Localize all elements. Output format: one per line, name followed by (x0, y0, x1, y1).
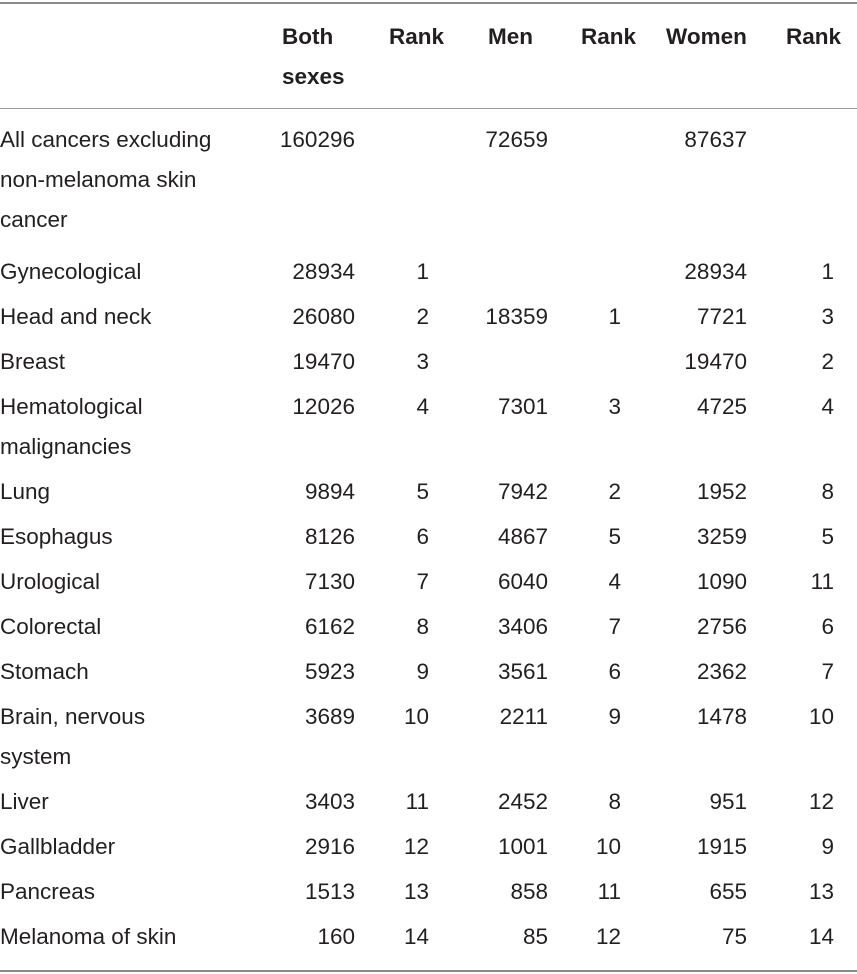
cancer-type-cell (0, 652, 258, 697)
cell-women: 7721 (696, 304, 747, 329)
cell-men: 7301 (497, 394, 548, 419)
cell-both: 3403 (304, 789, 355, 814)
cell-rank-both: 14 (403, 924, 429, 949)
table-row (0, 297, 857, 342)
cell-both: 1513 (304, 879, 355, 904)
cell-women: 951 (709, 789, 747, 814)
cancer-type-cell (0, 872, 258, 917)
cancer-type-cell (0, 562, 258, 607)
cell-both: 2916 (304, 834, 355, 859)
header-both-sexes (282, 17, 345, 97)
table-row (0, 782, 857, 827)
cell-men: 3561 (497, 659, 548, 684)
cell-men: 1001 (497, 834, 548, 859)
table-row (0, 342, 857, 387)
cell-women: 2756 (696, 614, 747, 639)
cell-rank-women: 13 (808, 879, 834, 904)
cell-both: 3689 (304, 704, 355, 729)
table-row (0, 472, 857, 517)
cell-women: 1915 (696, 834, 747, 859)
cell-men: 85 (522, 924, 548, 949)
cell-men: 858 (510, 879, 548, 904)
table-row (0, 827, 857, 872)
cell-both: 7130 (304, 569, 355, 594)
cell-men: 72659 (485, 127, 548, 152)
cell-men (429, 342, 548, 387)
header-both-line2: sexes (282, 64, 345, 89)
cell-both: 160 (317, 924, 355, 949)
right-padding-cell (834, 697, 857, 782)
cancer-type-cell (0, 697, 258, 782)
cancer-type-label: Gallbladder (0, 834, 116, 859)
header-rule (0, 108, 857, 109)
cell-rank-women: 12 (808, 789, 834, 814)
cell-women: 87637 (684, 127, 747, 152)
cell-rank-men: 5 (608, 524, 621, 549)
cancer-type-label: non-melanoma skin (0, 167, 197, 192)
cell-rank-both: 5 (416, 479, 429, 504)
cell-rank-men: 2 (608, 479, 621, 504)
right-padding-cell (834, 652, 857, 697)
cancer-type-label: Head and neck (0, 304, 152, 329)
cancer-type-label: cancer (0, 207, 68, 232)
cell-men: 2452 (497, 789, 548, 814)
cancer-type-label: Urological (0, 569, 101, 594)
cancer-type-label: Pancreas (0, 879, 96, 904)
top-rule (0, 2, 857, 4)
header-women: Women (666, 24, 747, 49)
cell-rank-women: 14 (808, 924, 834, 949)
cell-women: 2362 (696, 659, 747, 684)
cell-men (429, 252, 548, 297)
right-padding-cell (834, 517, 857, 562)
table-row (0, 872, 857, 917)
table-row (0, 652, 857, 697)
cell-rank-men: 11 (597, 879, 621, 904)
cell-rank-women: 5 (821, 524, 834, 549)
table-row (0, 917, 857, 962)
cell-rank-both: 1 (416, 259, 429, 284)
cell-women: 19470 (684, 349, 747, 374)
cell-men: 18359 (485, 304, 548, 329)
cell-women: 3259 (696, 524, 747, 549)
right-padding-cell (834, 872, 857, 917)
cell-rank-women: 11 (810, 569, 834, 594)
table-row (0, 697, 857, 782)
cancer-type-cell (0, 782, 258, 827)
cell-rank-both: 3 (416, 349, 429, 374)
cancer-type-cell (0, 297, 258, 342)
table-row (0, 517, 857, 562)
cell-men: 7942 (497, 479, 548, 504)
cell-rank-both: 12 (403, 834, 429, 859)
header-rank-women: Rank (786, 24, 842, 49)
cell-men: 3406 (497, 614, 548, 639)
cell-rank-men (548, 120, 621, 252)
data-table (0, 120, 857, 962)
right-padding-cell (834, 120, 857, 252)
table-row (0, 252, 857, 297)
cell-rank-both: 2 (416, 304, 429, 329)
cell-rank-men: 8 (608, 789, 621, 814)
cell-women: 28934 (684, 259, 747, 284)
cancer-type-cell (0, 472, 258, 517)
cell-women: 1952 (696, 479, 747, 504)
bottom-rule (0, 970, 857, 972)
right-padding-cell (834, 782, 857, 827)
cell-women: 1090 (696, 569, 747, 594)
cell-rank-women: 6 (821, 614, 834, 639)
cell-rank-men (548, 252, 621, 297)
cell-women: 655 (709, 879, 747, 904)
cell-rank-women: 8 (821, 479, 834, 504)
cancer-type-cell (0, 252, 258, 297)
cancer-type-cell (0, 387, 258, 472)
cell-men: 2211 (499, 704, 548, 729)
right-padding-cell (834, 607, 857, 652)
cancer-type-label: malignancies (0, 434, 132, 459)
cancer-type-label: Colorectal (0, 614, 102, 639)
cell-both: 12026 (292, 394, 355, 419)
cell-rank-women: 9 (821, 834, 834, 859)
cell-rank-men: 7 (608, 614, 621, 639)
right-padding-cell (834, 342, 857, 387)
cell-both: 6162 (304, 614, 355, 639)
cell-both: 26080 (292, 304, 355, 329)
cancer-type-label: Hematological (0, 394, 143, 419)
cell-rank-women: 1 (821, 259, 834, 284)
table-row (0, 120, 857, 252)
cell-rank-both: 10 (403, 704, 429, 729)
header-rank-both: Rank (389, 24, 445, 49)
cancer-type-cell (0, 517, 258, 562)
cell-both: 9894 (304, 479, 355, 504)
cancer-type-label: Lung (0, 479, 51, 504)
cell-rank-both (355, 120, 429, 252)
cell-men: 4867 (497, 524, 548, 549)
cell-rank-men: 12 (595, 924, 621, 949)
cancer-type-label: Stomach (0, 659, 89, 684)
cell-rank-women: 10 (808, 704, 834, 729)
cell-rank-both: 13 (403, 879, 429, 904)
cell-rank-men: 3 (608, 394, 621, 419)
cell-rank-both: 11 (405, 789, 429, 814)
cancer-type-cell (0, 917, 258, 962)
cell-both: 19470 (292, 349, 355, 374)
cancer-type-cell (0, 827, 258, 872)
cell-both: 8126 (304, 524, 355, 549)
cancer-type-label: Liver (0, 789, 49, 814)
cell-rank-women (747, 120, 834, 252)
cell-rank-both: 9 (416, 659, 429, 684)
cancer-type-cell (0, 342, 258, 387)
table-row (0, 607, 857, 652)
table-row (0, 387, 857, 472)
cancer-type-cell (0, 607, 258, 652)
cancer-type-label: Esophagus (0, 524, 113, 549)
cell-rank-women: 7 (821, 659, 834, 684)
right-padding-cell (834, 252, 857, 297)
header-rank-men: Rank (581, 24, 637, 49)
right-padding-cell (834, 297, 857, 342)
cell-rank-men: 10 (595, 834, 621, 859)
cell-rank-women: 3 (821, 304, 834, 329)
cell-women: 1478 (696, 704, 747, 729)
cell-rank-men: 1 (608, 304, 621, 329)
cancer-type-label: system (0, 744, 72, 769)
cancer-type-label: Breast (0, 349, 66, 374)
right-padding-cell (834, 387, 857, 472)
cell-rank-women: 2 (821, 349, 834, 374)
right-padding-cell (834, 917, 857, 962)
right-padding-cell (834, 827, 857, 872)
right-padding-cell (834, 562, 857, 607)
cell-women: 4725 (696, 394, 747, 419)
right-padding-cell (834, 472, 857, 517)
cell-both: 28934 (292, 259, 355, 284)
cell-rank-both: 4 (416, 394, 429, 419)
cell-rank-men (548, 342, 621, 387)
cell-men: 6040 (497, 569, 548, 594)
cancer-type-cell (0, 120, 258, 252)
cell-rank-men: 9 (608, 704, 621, 729)
cell-rank-women: 4 (821, 394, 834, 419)
cell-rank-both: 8 (416, 614, 429, 639)
header-men: Men (488, 24, 533, 49)
cancer-type-label: Melanoma of skin (0, 924, 177, 949)
cell-rank-men: 6 (608, 659, 621, 684)
cell-women: 75 (721, 924, 747, 949)
cell-rank-both: 6 (416, 524, 429, 549)
table-row (0, 562, 857, 607)
cell-rank-men: 4 (608, 569, 621, 594)
cell-rank-both: 7 (416, 569, 429, 594)
cancer-type-label: Gynecological (0, 259, 142, 284)
cancer-type-label: All cancers excluding (0, 127, 212, 152)
cell-both: 160296 (279, 127, 355, 152)
header-both-line1: Both (282, 24, 334, 49)
cancer-type-label: Brain, nervous (0, 704, 146, 729)
cell-both: 5923 (304, 659, 355, 684)
